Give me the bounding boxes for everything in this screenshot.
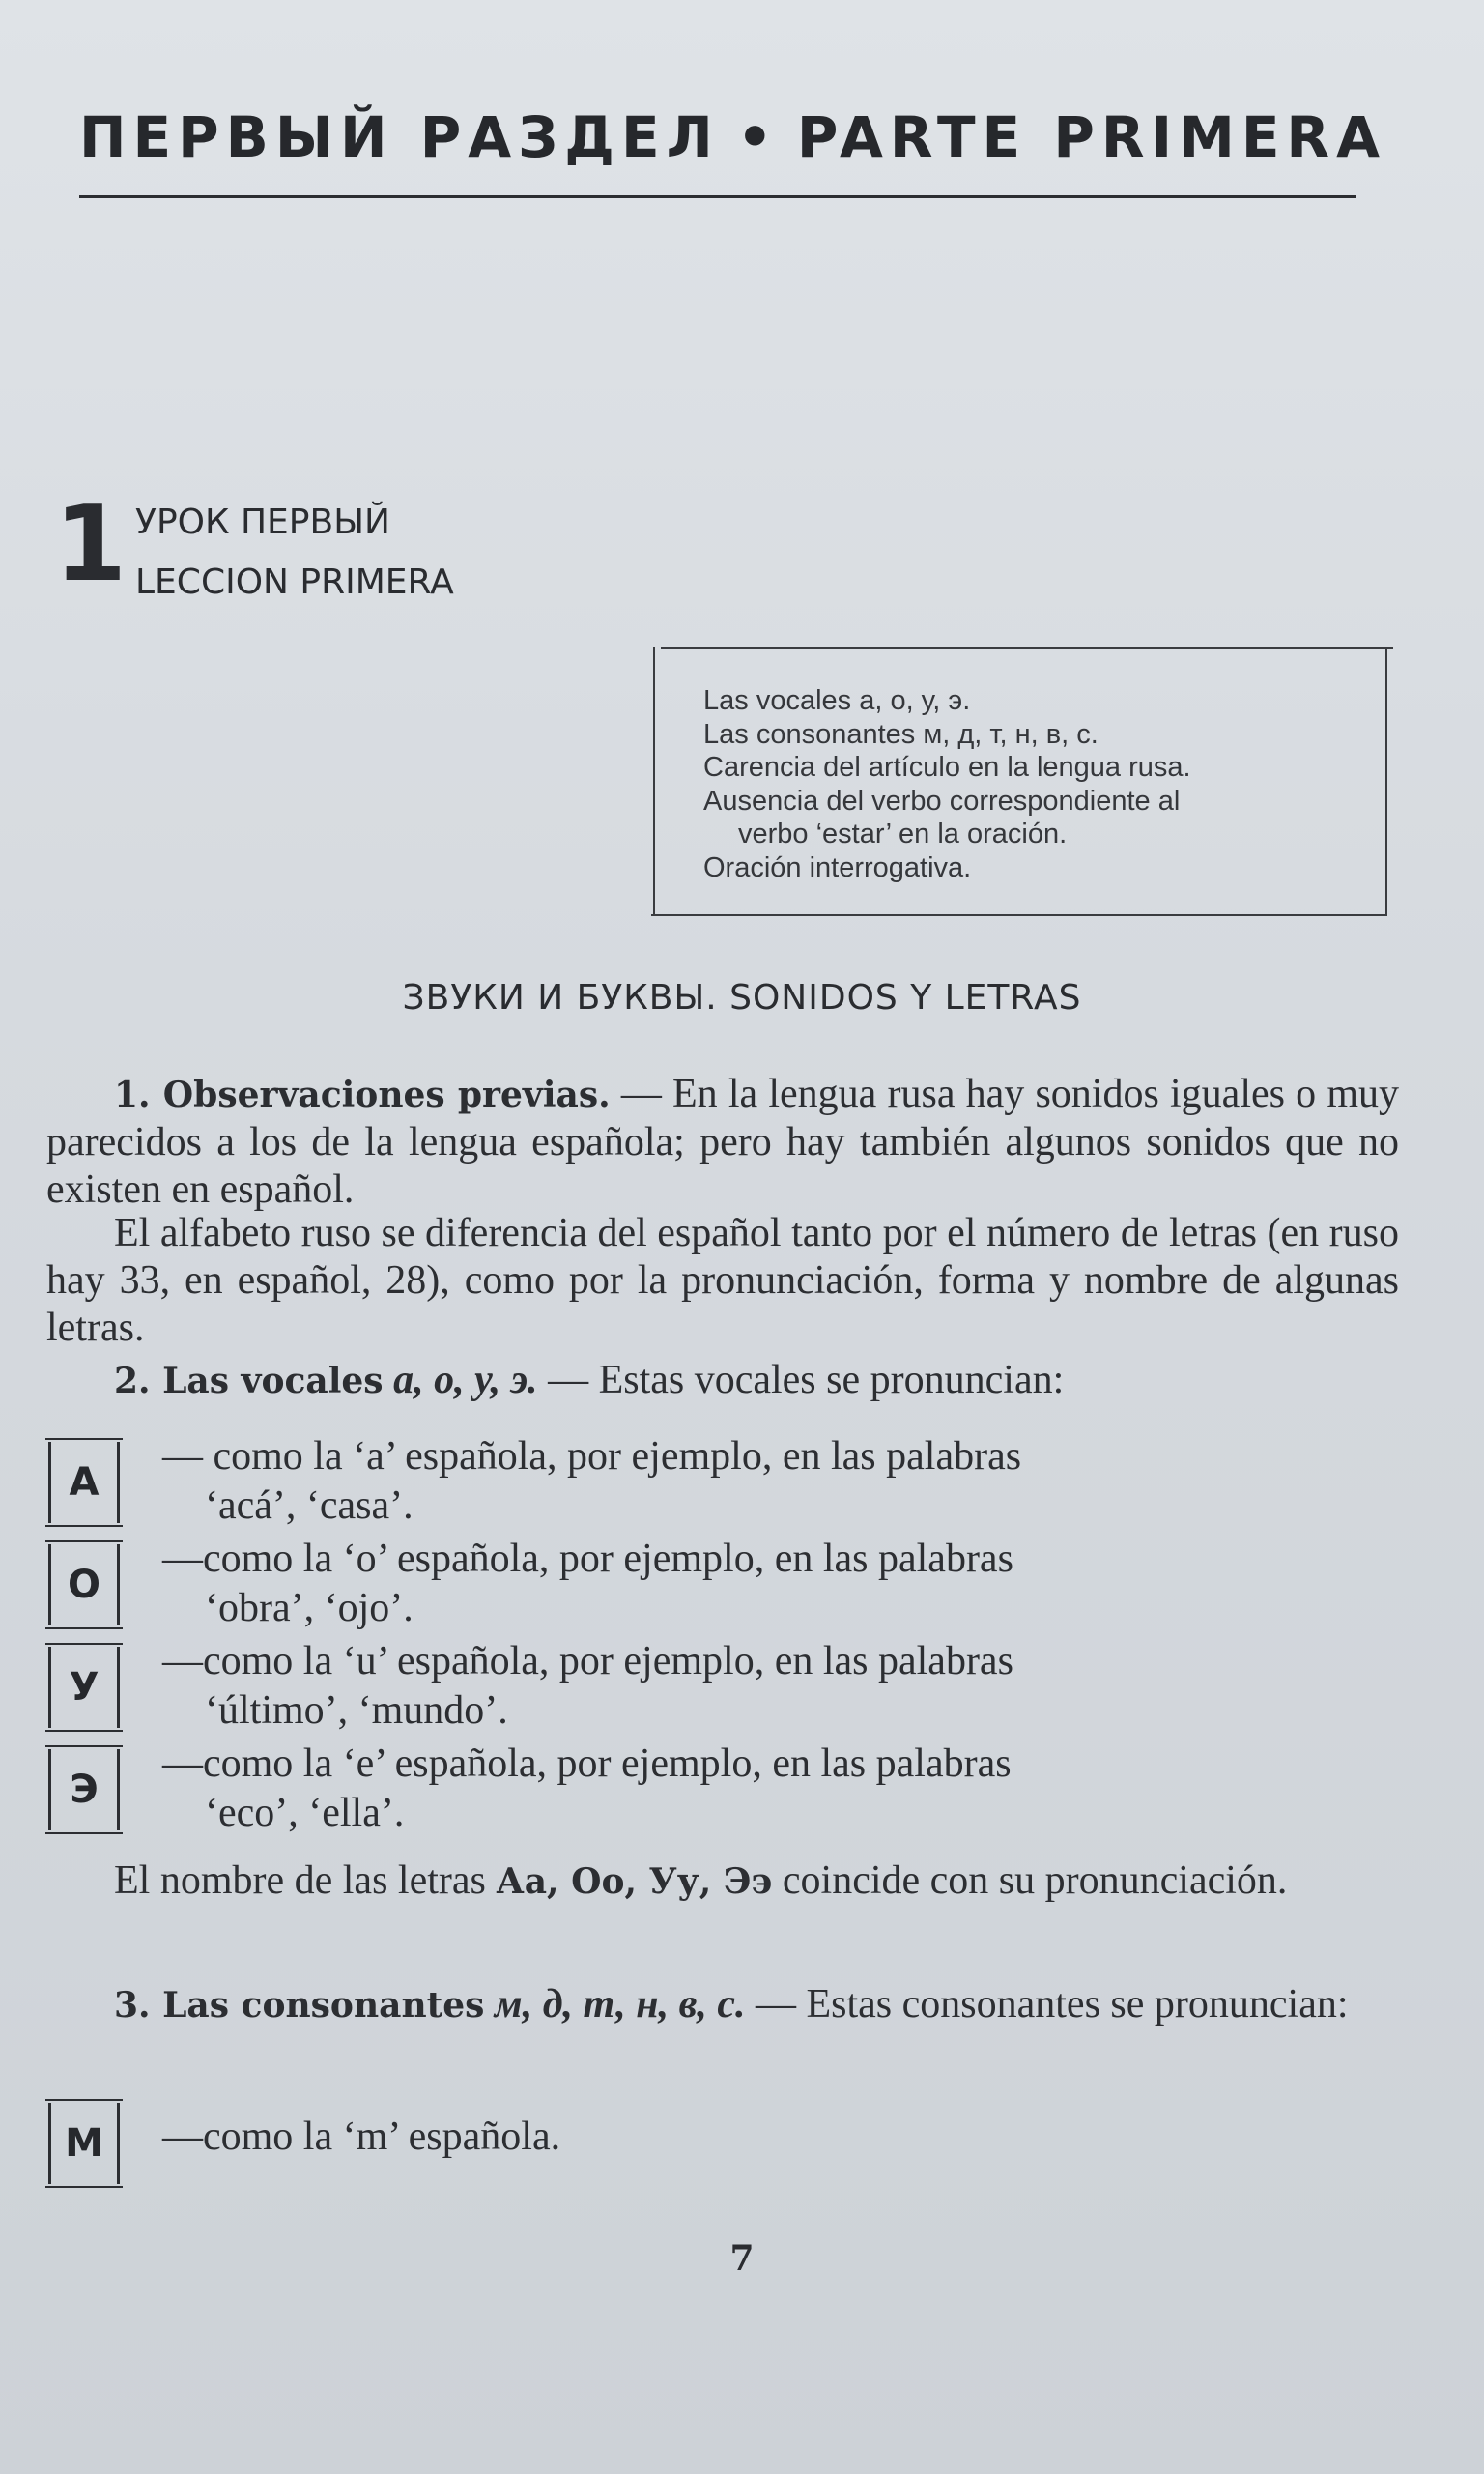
- consonant-letters: м, д, т, н, в, с.: [484, 1982, 746, 2027]
- vowel-letters: а, о, у, э.: [383, 1358, 538, 1402]
- vowel-row-e: [46, 1741, 1399, 1842]
- vowel-row-u: [46, 1639, 1399, 1740]
- vowel-examples: ‘obra’, ‘ojo’.: [205, 1586, 414, 1630]
- paragraph-label: 3. Las consonantes: [114, 1985, 485, 2026]
- vowel-description: [162, 1637, 1013, 1736]
- paragraph-consonantes: [46, 1981, 1399, 2029]
- section-title: ЗВУКИ И БУКВЫ. SONIDOS Y LETRAS: [402, 978, 1082, 1018]
- letter-box: Э: [48, 1749, 120, 1830]
- summary-item: Carencia del artículo en la lengua rusa.: [703, 752, 1191, 783]
- vowel-examples: ‘último’, ‘mundo’.: [205, 1688, 508, 1733]
- paragraph-text: El alfabeto ruso se diferencia del español tanto por el número de letras (en ruso hay 33, en español, 28), como por la pronunciación, forma y nombre de algunas letras.: [46, 1211, 1399, 1350]
- vowel-description-line: —como la ‘u’ española, por ejemplo, en las palabras: [162, 1639, 1013, 1683]
- paragraph-alfabeto: [46, 1210, 1399, 1352]
- vowel-description: [162, 1432, 1021, 1531]
- summary-item: Las consonantes м, д, т, н, в, с.: [703, 718, 1099, 750]
- consonant-description-line: —como la ‘m’ española.: [162, 2114, 561, 2159]
- vowel-examples: ‘eco’, ‘ella’.: [205, 1791, 405, 1835]
- summary-item: Las vocales а, о, у, э.: [703, 685, 971, 716]
- summary-item: Ausencia del verbo correspondiente al: [703, 785, 1181, 817]
- summary-item: verbo ‘estar’ en la oración.: [738, 819, 1068, 849]
- paragraph-text: — Estas vocales se pronuncian:: [537, 1358, 1065, 1402]
- paragraph-text: — En la lengua rusa hay sonidos iguales o muy parecidos a los de la lengua española; pero hay también algunos sonidos que no existen en español.: [46, 1072, 1400, 1212]
- vowel-description-line: —como la ‘o’ española, por ejemplo, en las palabras: [162, 1537, 1013, 1581]
- letter-box: У: [48, 1647, 120, 1728]
- lesson-summary-box: [653, 647, 1387, 916]
- vowel-description-line: —como la ‘e’ española, por ejemplo, en las palabras: [162, 1741, 1012, 1786]
- letter-box: О: [48, 1544, 120, 1625]
- vowel-description: [162, 1740, 1012, 1838]
- summary-item: Oración interrogativa.: [703, 851, 972, 883]
- lesson-title-es: LECCION PRIMERA: [135, 562, 454, 602]
- summary-rule-top: [661, 647, 1393, 649]
- summary-rule-bottom: [651, 914, 1385, 916]
- vowel-row-a: [46, 1434, 1399, 1535]
- paragraph-text: coincide con su pronunciación.: [772, 1858, 1288, 1903]
- paragraph-label: 1. Observaciones previas.: [114, 1075, 611, 1115]
- part-separator: •: [736, 104, 780, 170]
- letter-pairs: Аа, Оо, Уу, Ээ: [496, 1861, 773, 1902]
- paragraph-nombre-letras: [46, 1857, 1399, 1906]
- part-title-es: PARTE PRIMERA: [796, 104, 1386, 170]
- consonant-row-m: [46, 2099, 1399, 2196]
- summary-list: [703, 684, 1191, 884]
- paragraph-label: 2. Las vocales: [114, 1361, 384, 1401]
- letter-box: М: [48, 2103, 120, 2184]
- lesson-title-ru: УРОК ПЕРВЫЙ: [135, 503, 390, 542]
- paragraph-text: El nombre de las letras: [114, 1858, 497, 1903]
- lesson-number: 1: [54, 484, 128, 605]
- part-title-ru: ПЕРВЫЙ РАЗДЕЛ: [79, 104, 720, 170]
- paragraph-observaciones: [46, 1071, 1399, 1214]
- consonant-description: [162, 2113, 560, 2162]
- part-header: [79, 104, 1386, 170]
- page-number: 7: [729, 2238, 755, 2279]
- paragraph-vocales: [46, 1357, 1399, 1405]
- vowel-row-o: [46, 1537, 1399, 1637]
- vowel-description: [162, 1535, 1013, 1633]
- header-rule: [79, 195, 1356, 198]
- letter-box: А: [48, 1442, 120, 1523]
- vowel-description-line: — como la ‘a’ española, por ejemplo, en las palabras: [162, 1434, 1022, 1479]
- paragraph-text: — Estas consonantes se pronuncian:: [745, 1982, 1349, 2027]
- vowel-examples: ‘acá’, ‘casa’.: [205, 1483, 414, 1528]
